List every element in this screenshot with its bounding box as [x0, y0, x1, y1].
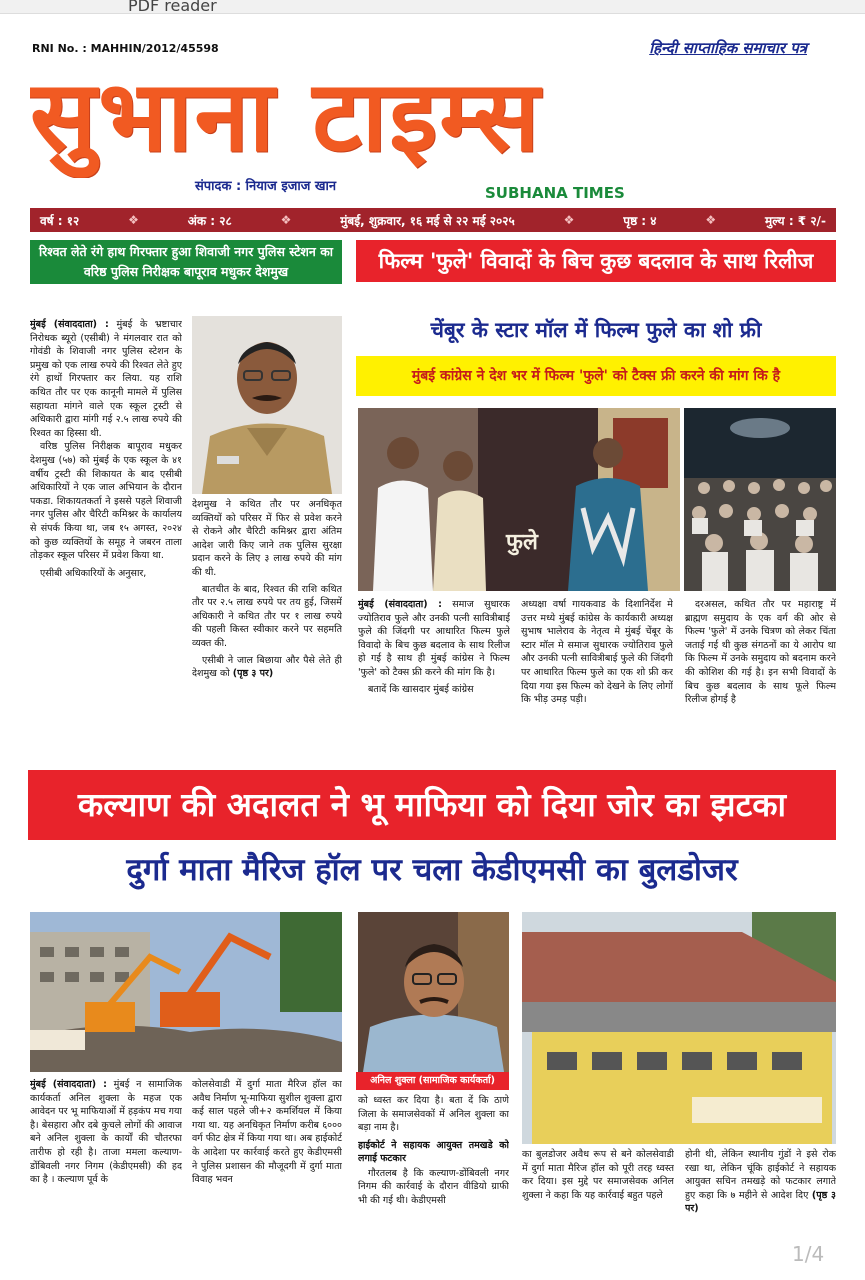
story2-text1: समाज सुधारक ज्योतिराव फुले और उनकी पत्नी सावित्रीबाई फुले की जिंदगी पर आधारित फिल्म फुले विवादो के बिच कुछ बदलाव के साथ रिलीज हो गई है साथ ही मुंबई कांग्रेस ने फिल्म 'फुले' को टैक्स फ्री करने की मांग कि है। [358, 599, 510, 678]
story3-continued: (पृष्ठ ३ पर) [685, 1189, 836, 1215]
english-title: SUBHANA TIMES [485, 184, 625, 202]
story1-dateline: मुंबई (संवाददाता) : [30, 319, 109, 330]
story3-col3 [358, 1094, 509, 1238]
poster-title: फुले [506, 530, 538, 555]
marriage-hall-photo [522, 912, 836, 1144]
story1-col1 [30, 318, 182, 758]
phule-event-photo [358, 408, 680, 591]
weekly-label: हिन्दी साप्ताहिक समाचार पत्र [649, 39, 807, 57]
story3-para3: को ध्वस्त कर दिया है। बता दें कि ठाणे जिला के समाजसेवकों में अनिल शुक्ला का बड़ा नाम है। [358, 1095, 509, 1134]
separator-icon: ❖ [280, 213, 292, 227]
issue-year: वर्ष : १२ [40, 213, 80, 228]
masthead-title: सुभाना टाइम्स [30, 60, 542, 174]
story3-headline: कल्याण की अदालत ने भू माफिया को दिया जोर का झटका [28, 770, 836, 840]
story3-text1: मुंबई न सामाजिक कार्यकर्ता अनिल शुक्ला के महज एक आवेदन पर भू माफियाओं में हड़कंप मच गया है। बेसहारा और दबे कुचले लोगों की आवाज बने अनिल शुक्ला के कार्यों की चौतरफा तारीफ हो रही है। ताजा ममला कल्याण-डोंबिवली नगर निगम (केडीएमसी) की हद का है । कल्याण पूर्व के [30, 1079, 182, 1186]
story3-col1 [30, 1078, 182, 1238]
story1-para3: एसीबी अधिकारियों के अनुसार, [40, 567, 147, 579]
story2-yellow-banner: मुंबई कांग्रेस ने देश भर में फिल्म 'फुले' को टैक्स फ्री करने की मांग कि है [356, 356, 836, 396]
page-indicator: 1/4 [792, 1242, 825, 1266]
reader-title: PDF reader [128, 0, 217, 15]
issue-number: अंक : २८ [187, 213, 232, 228]
separator-icon: ❖ [563, 213, 575, 227]
story2-col2 [521, 598, 673, 760]
story3-subheading: हाईकोर्ट ने सहायक आयुक्त तमखडे को लगाई फटकार [358, 1139, 509, 1164]
story2-col1 [358, 598, 510, 760]
event-photo-image [358, 408, 680, 591]
story1-para6 [192, 654, 342, 681]
story1-col2 [192, 498, 342, 760]
story1-text6: एसीबी ने जाल बिछाया और पैसे लेते ही देशमुख को [192, 654, 342, 680]
officer-portrait-image [192, 316, 342, 494]
story1-para5: बातचीत के बाद, रिश्वत की राशि कथित तौर पर २.५ लाख रुपये पर तय हुई, जिसमें अधिकारी ने कथित तौर पर १ लाख रुपये की पहली किस्त स्वीकार करने पर सहमति व्यक्त की. [192, 583, 342, 649]
portrait-image [358, 912, 509, 1072]
rni-number: RNI No. : MAHHIN/2012/45598 [32, 42, 219, 55]
story3-subhead: दुर्गा माता मैरिज हॉल पर चला केडीएमसी का बुलडोजर [126, 852, 738, 888]
issue-info-bar [30, 208, 836, 232]
story1-para4: देशमुख ने कथित तौर पर अनधिकृत व्यक्तियों को परिसर में फिर से प्रवेश करने से रोकने और चैरिटी कमिश्नर द्वारा अंतिम आदेश जारी किए जाने तक पुलिस सुरक्षा प्रदान करने के लिए ३ लाख रुपये की मांग की थी. [192, 499, 342, 578]
reader-toolbar [0, 0, 865, 14]
separator-icon: ❖ [705, 213, 717, 227]
story3-para1 [30, 1078, 182, 1187]
issue-price: मुल्य : ₹ २/- [765, 213, 826, 228]
anil-shukla-photo [358, 912, 509, 1072]
story2-para1 [358, 598, 510, 680]
officer-photo [192, 316, 342, 494]
audience-image [684, 408, 836, 591]
story1-text1: मुंबई के भ्रष्टाचार निरोधक ब्यूरो (एसीबी) ने मंगलवार रात को गोवंडी के शिवाजी नगर पुलिस स्टेशन के प्रमुख को एक लाख रुपये की रिश्वत लेते हुए रंगे हाथों गिरफ्तार कर लिया. यह राशि कथित तौर पर एक कानूनी मामले में पुलिस सहायता मांगने वाले एक स्कूल ट्रस्टी से अधिकारी द्वारा मांगी गई २.५ लाख रुपये की रिश्वत का हिस्सा थी. [30, 319, 182, 439]
story2-para3: अध्यक्षा वर्षा गायकवाड के दिशानिर्देश मे उत्तर मध्ये मुंबई कांग्रेस के कार्यकारी अध्यक्ष सुभाष भालेराव के नेतृत्व मे मुंबई चेंबूर के स्टार मॉल मे समाज सुधारक ज्योतिराव फुले और उनकी पत्नी सावित्रीबाई फुले की जिंदगी पर आधारित फिल्म फुले का एक शो फ्री कर दिया गया इस फिल्म को देखने के लिए लोगों कि भीड़ उमड़ पड़ी। [521, 599, 673, 706]
page-number: पृष्ठ : ४ [623, 213, 657, 228]
hall-building-image [522, 912, 836, 1144]
story2-dateline: मुंबई (संवाददाता) : [358, 599, 442, 610]
photo-caption: अनिल शुक्ला (सामाजिक कार्यकर्ता) [356, 1072, 509, 1090]
separator-icon: ❖ [128, 213, 139, 227]
demolition-photo [30, 912, 342, 1072]
issue-date: मुंबई, शुक्रवार, १६ मई से २२ मई २०२५ [340, 213, 515, 228]
story3-dateline: मुंबई (संवाददाता) : [30, 1079, 107, 1090]
story2-headline: फिल्म 'फुले' विवादों के बिच कुछ बदलाव के साथ रिलीज [356, 240, 836, 282]
story2-para2: बतादें कि खासदार मुंबई कांग्रेस [368, 683, 474, 695]
story3-col5 [685, 1148, 836, 1238]
story3-col4 [522, 1148, 674, 1238]
story3-para2: कोलसेवाडी में दुर्गा माता मैरिज हॉल का अवैध निर्माण भू-माफिया सुशील शुक्ला द्वारा कई साल पहले जी+२ कमर्शियल में किया गया था. यह अनधिकृत निर्माण करीब ६००० वर्ग फीट क्षेत्र में किया गया था। अब हाईकोर्ट के आदेशा पर कार्रवाई करते हुए केडीएमसी ने पुलिस प्रशासन की मौजूदगी में दुर्गा माता विवाह भवन [192, 1079, 342, 1186]
editor-line: संपादक : नियाज इजाज खान [195, 179, 337, 194]
story3-text6: होनी थी, लेकिन स्थानीय गुंडों ने इसे रोक रखा था, लेकिन चूंकि हाईकोर्ट ने सहायक आयुक्त सचिन तमखड़े को फटकार लगाते हुए कहा कि ७ महीने से आदेश दिए [685, 1149, 836, 1201]
story3-para5: का बुलडोजर अवैध रूप से बने कोलसेवाडी में दुर्गा माता मैरिज हॉल को पूरी तरह ध्वस्त कर दिया। इस मुद्दे पर समाजसेवक अनिल शुक्ला ने कहा कि यह कार्रवाई बहुत पहले [522, 1149, 674, 1201]
story3-para4: गौरतलब है कि कल्याण-डोंबिवली नगर निगम की कार्रवाई के दौरान वीडियो ग्राफी भी की गई थी। केडीएमसी [358, 1167, 509, 1206]
story1-para1 [30, 318, 182, 440]
theatre-audience-photo [684, 408, 836, 591]
story1-continued: (पृष्ठ ३ पर) [232, 668, 274, 680]
story2-subhead: चेंबूर के स्टार मॉल में फिल्म फुले का शो फ्री [430, 318, 762, 342]
story3-col2 [192, 1078, 342, 1238]
story1-para2: वरिष्ठ पुलिस निरीक्षक बापूराव मधुकर देशमुख (५७) को मुंबई के एक स्कूल के ४१ वर्षीय ट्रस्टी की शिकायत के बाद एसीबी अधिकारियों ने एक जाल अभियान के दौरान पकडा. शिकायतकर्ता ने इससे पहले शिवाजी नगर पुलिस और चैरिटी कमिश्नर के कार्यालय से संपर्क किया था, जब १५ अगस्त, २०२४ को कुछ व्यक्तियों के समूह ने जबरन ताला तोड़कर स्कूल परिसर में प्रवेश किया था. [30, 441, 182, 562]
story2-para4: दरअसल, कथित तौर पर महाराष्ट्र में ब्राह्मण समुदाय के एक वर्ग की ओर से फिल्म 'फुले' में उनके चित्रण को लेकर चिंता जताई गई थी कुछ संगठनों का ये आरोप था कि फिल्म में उनके समुदाय को बदनाम करने की कोशिश की गई है। इन सभी विवादों के बिच कुछ बदलाव के साथ फूले फिल्म रिलीज होगई है [685, 599, 836, 706]
story1-headline: रिश्वत लेते रंगे हाथ गिरफ्तार हुआ शिवाजी नगर पुलिस स्टेशन का वरिष्ठ पुलिस निरीक्षक बापूराव मधुकर देशमुख [30, 240, 342, 284]
bulldozer-image [30, 912, 342, 1072]
story3-para6 [685, 1148, 836, 1216]
story2-col3 [685, 598, 836, 760]
